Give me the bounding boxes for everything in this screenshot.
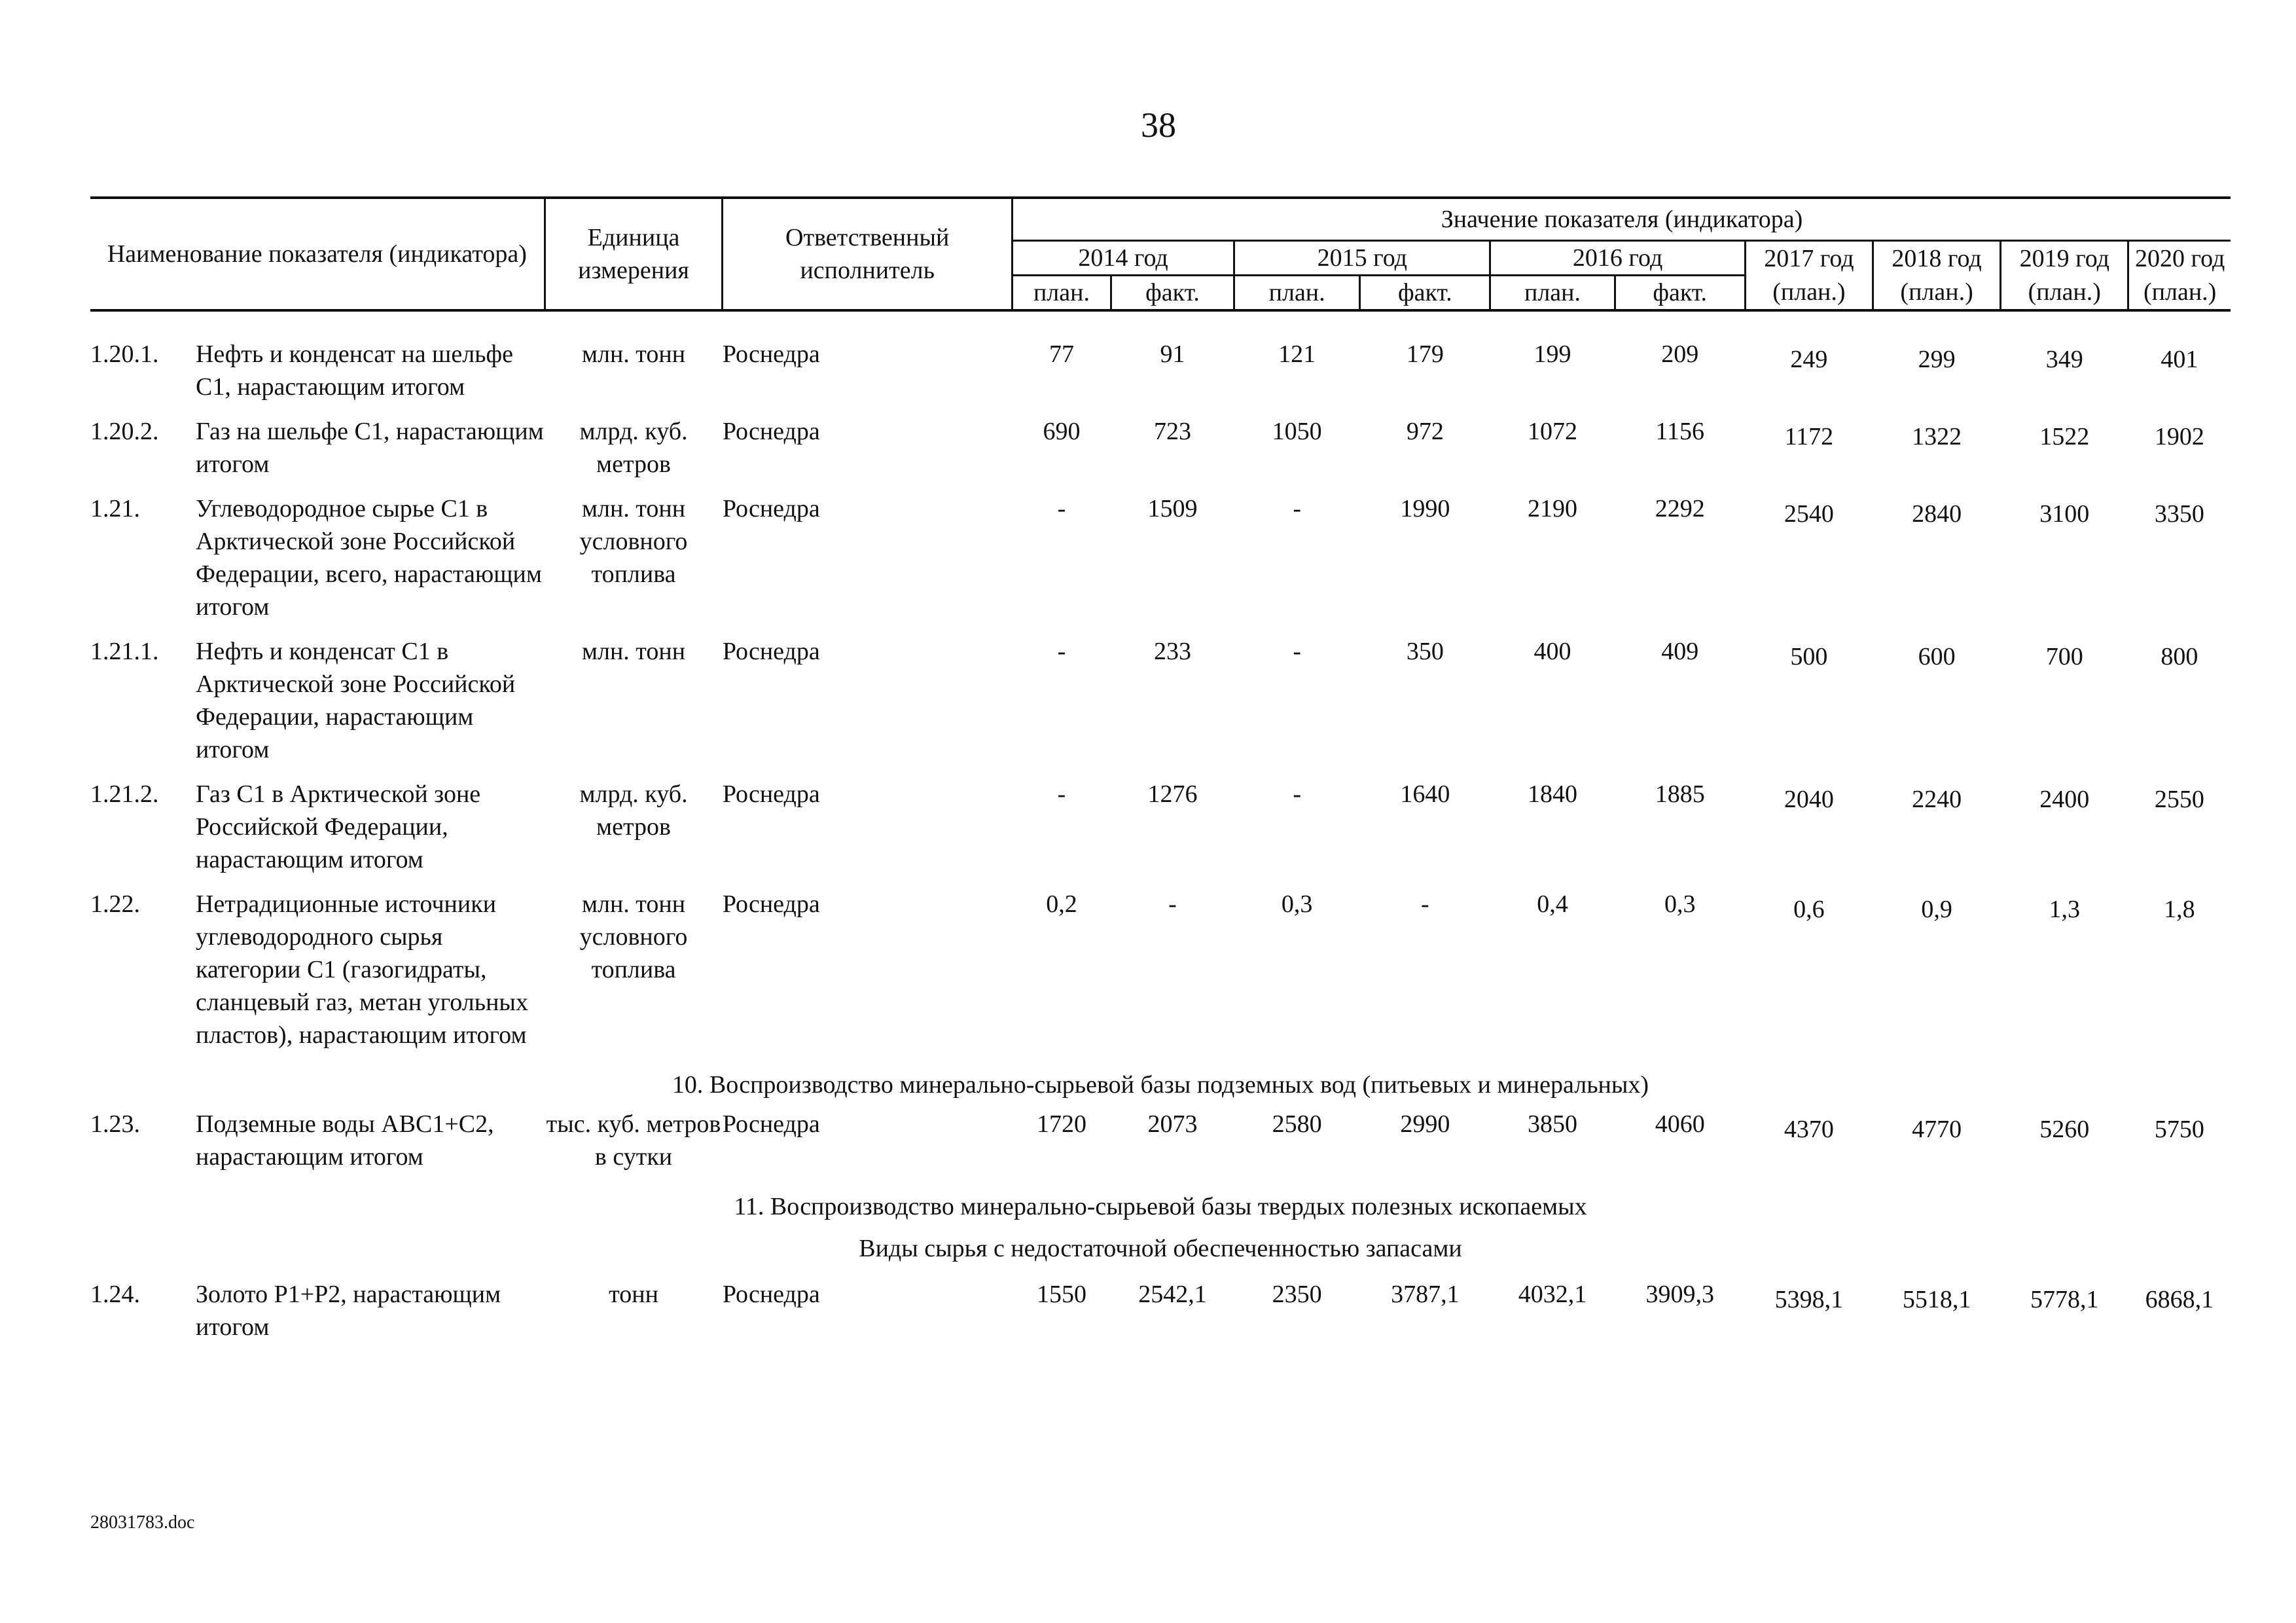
value-2017-plan: 500: [1790, 643, 1828, 670]
value-2020-plan: 1,8: [2164, 896, 2195, 923]
value-2016-plan: 400: [1534, 638, 1571, 665]
row-unit: млн. тонн: [581, 340, 686, 368]
value-2019-plan: 700: [2045, 643, 2083, 670]
row-code: 1.21.2.: [90, 780, 159, 808]
value-2020-plan: 401: [2161, 346, 2198, 373]
table-header: [90, 198, 2231, 310]
value-2016-plan: 3850: [1528, 1110, 1578, 1138]
row-responsible: Роснедра: [722, 890, 820, 918]
value-2014-fact: 1276: [1147, 780, 1198, 808]
value-2020-plan: 5750: [2154, 1116, 2204, 1143]
value-2015-plan: 2580: [1272, 1110, 1322, 1138]
value-2016-fact: 4060: [1655, 1110, 1705, 1138]
row-name: Газ на шельфе С1, нарастающим итогом: [195, 418, 544, 478]
value-2018-plan: 0,9: [1921, 896, 1952, 923]
header-value-group: Значение показателя (индикатора): [1013, 198, 2231, 241]
value-2014-plan: 690: [1043, 418, 1081, 445]
header-year-2016: 2016 год: [1490, 241, 1745, 276]
row-name: Углеводородное сырье С1 в Арктической зоне Российской Федерации, всего, нарастающим итогом: [195, 495, 542, 621]
row-responsible: Роснедра: [722, 780, 820, 808]
value-2015-fact: 350: [1406, 638, 1444, 665]
value-2016-plan: 199: [1534, 340, 1571, 368]
value-2014-fact: 723: [1154, 418, 1191, 445]
value-2014-plan: -: [1057, 495, 1066, 522]
header-fact-2016: факт.: [1615, 276, 1745, 311]
value-2015-fact: 1990: [1400, 495, 1450, 522]
row-unit: млрд. куб. метров: [579, 418, 688, 478]
row-responsible: Роснедра: [722, 340, 820, 368]
value-2016-fact: 409: [1661, 638, 1699, 665]
row-code: 1.21.: [90, 495, 140, 522]
value-2019-plan: 349: [2045, 346, 2083, 373]
header-name: Наименование показателя (индикатора): [90, 198, 545, 310]
row-name: Золото Р1+Р2, нарастающим итогом: [195, 1281, 501, 1341]
value-2016-plan: 2190: [1528, 495, 1578, 522]
document-file-number: 28031783.doc: [90, 1512, 195, 1533]
value-2019-plan: 5260: [2039, 1116, 2090, 1143]
value-2015-plan: -: [1293, 495, 1301, 522]
value-2020-plan: 6868,1: [2145, 1286, 2214, 1313]
value-2020-plan: 800: [2161, 643, 2198, 670]
value-2016-fact: 1156: [1655, 418, 1704, 445]
value-2018-plan: 4770: [1912, 1116, 1962, 1143]
value-2018-plan: 5518,1: [1902, 1286, 1971, 1313]
row-code: 1.21.1.: [90, 638, 159, 665]
row-code: 1.22.: [90, 890, 140, 918]
value-2016-plan: 1072: [1528, 418, 1578, 445]
header-year-2020: 2020 год: [2128, 241, 2231, 276]
header-year-2015: 2015 год: [1234, 241, 1490, 276]
value-2014-fact: 233: [1154, 638, 1191, 665]
row-unit: млн. тонн условного топлива: [579, 495, 688, 588]
value-2015-plan: 2350: [1272, 1281, 1322, 1308]
row-responsible: Роснедра: [722, 495, 820, 522]
row-name: Подземные воды АВС1+С2, нарастающим итогом: [195, 1110, 494, 1171]
value-2015-plan: 1050: [1272, 418, 1322, 445]
value-2020-plan: 3350: [2154, 500, 2204, 528]
indicator-table: [90, 196, 2231, 1355]
section-11-heading-row: [90, 1185, 2231, 1230]
value-2017-plan: 249: [1790, 346, 1828, 373]
table-row: [90, 338, 2231, 415]
row-unit: тыс. куб. метров в сутки: [546, 1110, 721, 1171]
value-2015-fact: 2990: [1400, 1110, 1450, 1138]
value-2018-plan: 2840: [1912, 500, 1962, 528]
value-2016-fact: 3909,3: [1645, 1281, 1714, 1308]
value-2014-fact: -: [1168, 890, 1177, 918]
value-2015-fact: 1640: [1400, 780, 1450, 808]
value-2014-fact: 2073: [1147, 1110, 1198, 1138]
section-11-subheading-row: [90, 1230, 2231, 1278]
header-plan-2014: план.: [1013, 276, 1111, 311]
header-responsible: Ответственный исполнитель: [723, 198, 1013, 310]
row-unit: млрд. куб. метров: [579, 780, 688, 841]
value-2017-plan: 1172: [1784, 423, 1834, 450]
row-name: Нефть и конденсат на шельфе С1, нарастающим итогом: [195, 340, 513, 401]
row-unit: млн. тонн условного топлива: [579, 890, 688, 983]
table-row: [90, 778, 2231, 888]
value-2016-plan: 1840: [1528, 780, 1578, 808]
header-fact-2014: факт.: [1111, 276, 1234, 311]
section-11-title: 11. Воспроизводство минерально-сырьевой базы твердых полезных ископаемых: [734, 1193, 1587, 1220]
value-2015-fact: 3787,1: [1391, 1281, 1460, 1308]
header-year-2019: 2019 год: [2001, 241, 2128, 276]
value-2014-plan: 1550: [1036, 1281, 1086, 1308]
section-10-title: 10. Воспроизводство минерально-сырьевой базы подземных вод (питьевых и минеральных): [672, 1071, 1649, 1099]
value-2016-fact: 1885: [1655, 780, 1705, 808]
page-number: 38: [1141, 105, 1176, 145]
table-row: [90, 492, 2231, 635]
row-code: 1.23.: [90, 1110, 140, 1138]
header-year-2017: 2017 год: [1745, 241, 1873, 276]
value-2019-plan: 1522: [2039, 423, 2090, 450]
row-responsible: Роснедра: [722, 1110, 820, 1138]
value-2015-plan: -: [1293, 780, 1301, 808]
row-code: 1.20.2.: [90, 418, 159, 445]
row-responsible: Роснедра: [722, 418, 820, 445]
value-2014-fact: 1509: [1147, 495, 1198, 522]
header-year-2018: 2018 год: [1873, 241, 2000, 276]
value-2019-plan: 3100: [2039, 500, 2090, 528]
value-2017-plan: 2040: [1784, 786, 1834, 813]
value-2017-plan: 4370: [1784, 1116, 1834, 1143]
value-2018-plan: 2240: [1912, 786, 1962, 813]
row-code: 1.24.: [90, 1281, 140, 1308]
value-2016-fact: 209: [1661, 340, 1699, 368]
value-2014-fact: 2542,1: [1138, 1281, 1207, 1308]
value-2015-plan: -: [1293, 638, 1301, 665]
value-2019-plan: 5778,1: [2030, 1286, 2099, 1313]
header-plan-2017: (план.): [1745, 276, 1873, 311]
value-2017-plan: 2540: [1784, 500, 1834, 528]
row-unit: млн. тонн: [581, 638, 686, 665]
value-2019-plan: 2400: [2039, 786, 2090, 813]
header-fact-2015: факт.: [1360, 276, 1490, 311]
value-2018-plan: 299: [1918, 346, 1956, 373]
value-2019-plan: 1,3: [2049, 896, 2081, 923]
value-2020-plan: 2550: [2154, 786, 2204, 813]
table-row: [90, 415, 2231, 492]
value-2016-fact: 2292: [1655, 495, 1705, 522]
value-2018-plan: 600: [1918, 643, 1956, 670]
value-2017-plan: 5398,1: [1774, 1286, 1844, 1313]
header-plan-2018: (план.): [1873, 276, 2000, 311]
value-2016-plan: 0,4: [1537, 890, 1568, 918]
header-unit: Единица измерения: [545, 198, 723, 310]
value-2014-fact: 91: [1160, 340, 1185, 368]
row-name: Газ С1 в Арктической зоне Российской Федерации, нарастающим итогом: [195, 780, 481, 873]
value-2015-plan: 121: [1278, 340, 1316, 368]
header-year-2014: 2014 год: [1013, 241, 1234, 276]
section-10-heading-row: [90, 1063, 2231, 1108]
header-plan-2019: (план.): [2001, 276, 2128, 311]
value-2015-plan: 0,3: [1281, 890, 1313, 918]
row-responsible: Роснедра: [722, 1281, 820, 1308]
table-row: [90, 635, 2231, 778]
value-2014-plan: -: [1057, 638, 1066, 665]
header-plan-2020: (план.): [2128, 276, 2231, 311]
value-2016-plan: 4032,1: [1518, 1281, 1587, 1308]
value-2017-plan: 0,6: [1793, 896, 1825, 923]
table-row: [90, 1278, 2231, 1355]
row-unit: тонн: [609, 1281, 658, 1308]
header-plan-2015: план.: [1234, 276, 1360, 311]
value-2016-fact: 0,3: [1664, 890, 1696, 918]
section-11-subtitle: Виды сырья с недостаточной обеспеченностью запасами: [859, 1235, 1462, 1262]
row-responsible: Роснедра: [722, 638, 820, 665]
table-row: [90, 1108, 2231, 1185]
value-2014-plan: 1720: [1036, 1110, 1086, 1138]
row-code: 1.20.1.: [90, 340, 159, 368]
row-name: Нефть и конденсат С1 в Арктической зоне Российской Федерации, нарастающим итогом: [195, 638, 516, 763]
value-2018-plan: 1322: [1912, 423, 1962, 450]
header-plan-2016: план.: [1490, 276, 1615, 311]
value-2014-plan: 0,2: [1046, 890, 1077, 918]
value-2015-fact: -: [1421, 890, 1429, 918]
value-2014-plan: -: [1057, 780, 1066, 808]
table-row: [90, 888, 2231, 1063]
row-name: Нетрадиционные источники углеводородного сырья категории С1 (газогидраты, сланцевый газ, метан угольных пластов), нарастающим итогом: [195, 890, 528, 1049]
value-2015-fact: 972: [1406, 418, 1444, 445]
value-2020-plan: 1902: [2154, 423, 2204, 450]
value-2015-fact: 179: [1406, 340, 1444, 368]
value-2014-plan: 77: [1049, 340, 1074, 368]
